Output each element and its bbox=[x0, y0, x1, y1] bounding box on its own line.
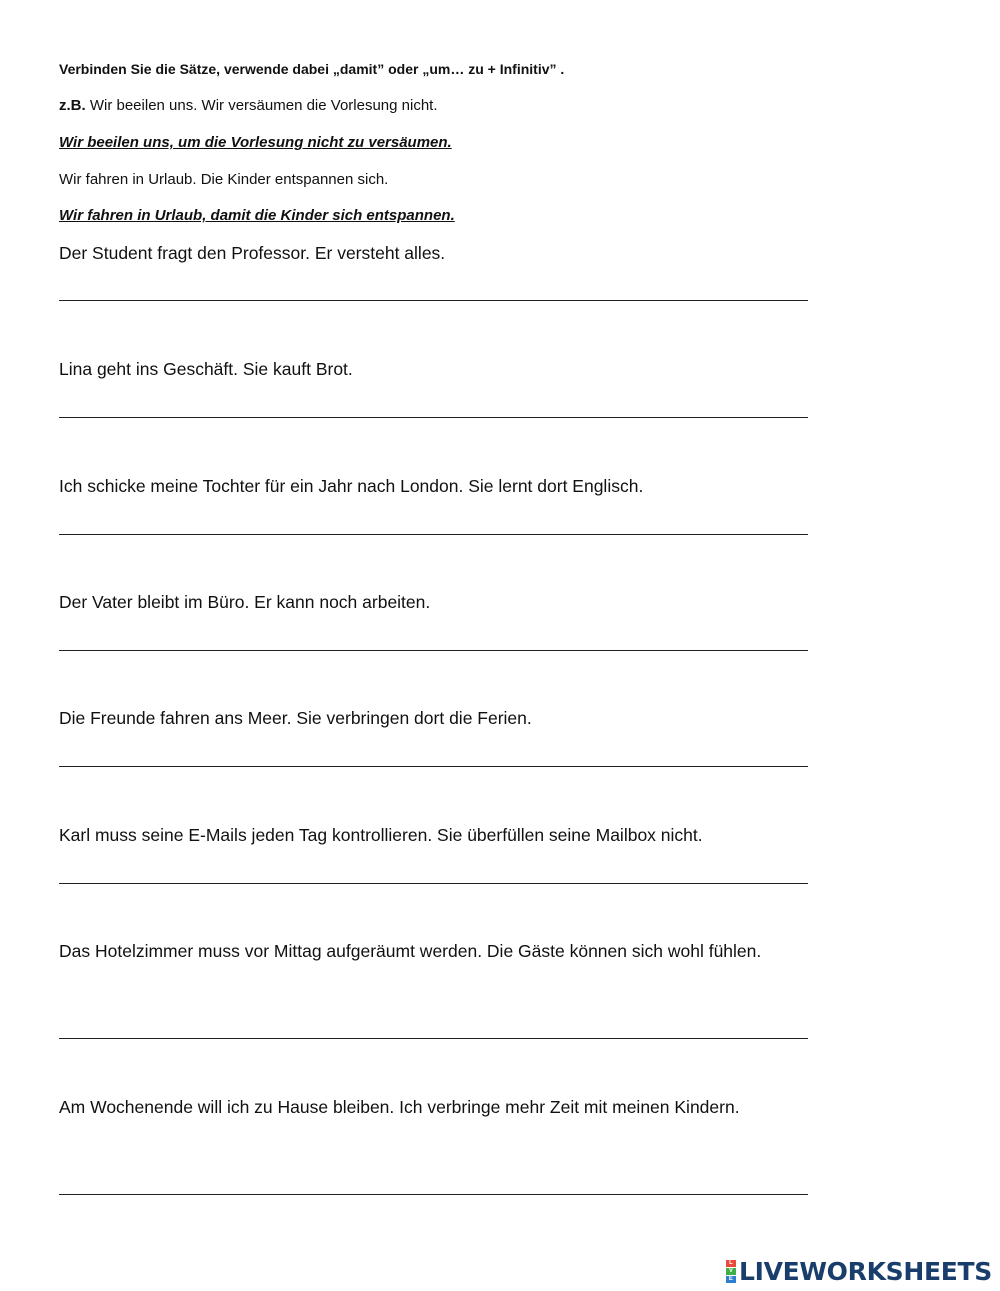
task-sentence-8: Am Wochenende will ich zu Hause bleiben. Ich verbringe mehr Zeit mit meinen Kindern. bbox=[59, 1097, 740, 1117]
logo-text: LIVEWORKSHEETS bbox=[738, 1256, 992, 1286]
task-sentence-6: Karl muss seine E-Mails jeden Tag kontrollieren. Sie überfüllen seine Mailbox nicht. bbox=[59, 825, 703, 845]
task-sentence-1: Der Student fragt den Professor. Er versteht alles. bbox=[59, 243, 446, 263]
answer-field-7[interactable] bbox=[59, 1038, 808, 1039]
answer-field-4[interactable] bbox=[59, 650, 808, 651]
example-row bbox=[59, 98, 438, 113]
answer-field-8[interactable] bbox=[59, 1194, 808, 1195]
task-sentence-7: Das Hotelzimmer muss vor Mittag aufgeräumt werden. Die Gäste können sich wohl fühlen. bbox=[59, 941, 762, 961]
answer-field-5[interactable] bbox=[59, 766, 808, 767]
answer-field-6[interactable] bbox=[59, 883, 808, 884]
logo-block-l: L bbox=[726, 1260, 736, 1267]
example-answer-1: Wir beeilen uns, um die Vorlesung nicht zu versäumen. bbox=[59, 134, 452, 151]
task-sentence-5: Die Freunde fahren ans Meer. Sie verbringen dort die Ferien. bbox=[59, 708, 532, 728]
answer-field-1[interactable] bbox=[59, 300, 808, 301]
example-answer-2: Wir fahren in Urlaub, damit die Kinder sich entspannen. bbox=[59, 207, 455, 224]
task-sentence-3: Ich schicke meine Tochter für ein Jahr nach London. Sie lernt dort Englisch. bbox=[59, 476, 644, 496]
example-sentence-2: Wir fahren in Urlaub. Die Kinder entspannen sich. bbox=[59, 171, 389, 188]
example-prefix: z.B. bbox=[59, 97, 86, 114]
logo-block-e: E bbox=[726, 1276, 736, 1283]
example-sentence-1: Wir beeilen uns. Wir versäumen die Vorlesung nicht. bbox=[89, 97, 438, 114]
liveworksheets-logo[interactable] bbox=[726, 1256, 992, 1286]
logo-block-v: V bbox=[726, 1268, 736, 1275]
answer-field-3[interactable] bbox=[59, 534, 808, 535]
answer-field-2[interactable] bbox=[59, 417, 808, 418]
instruction-text: Verbinden Sie die Sätze, verwende dabei „damit” oder „um… zu + Infinitiv” . bbox=[59, 61, 565, 77]
task-sentence-2: Lina geht ins Geschäft. Sie kauft Brot. bbox=[59, 359, 353, 379]
task-sentence-4: Der Vater bleibt im Büro. Er kann noch arbeiten. bbox=[59, 592, 431, 612]
logo-blocks-icon bbox=[726, 1260, 736, 1283]
